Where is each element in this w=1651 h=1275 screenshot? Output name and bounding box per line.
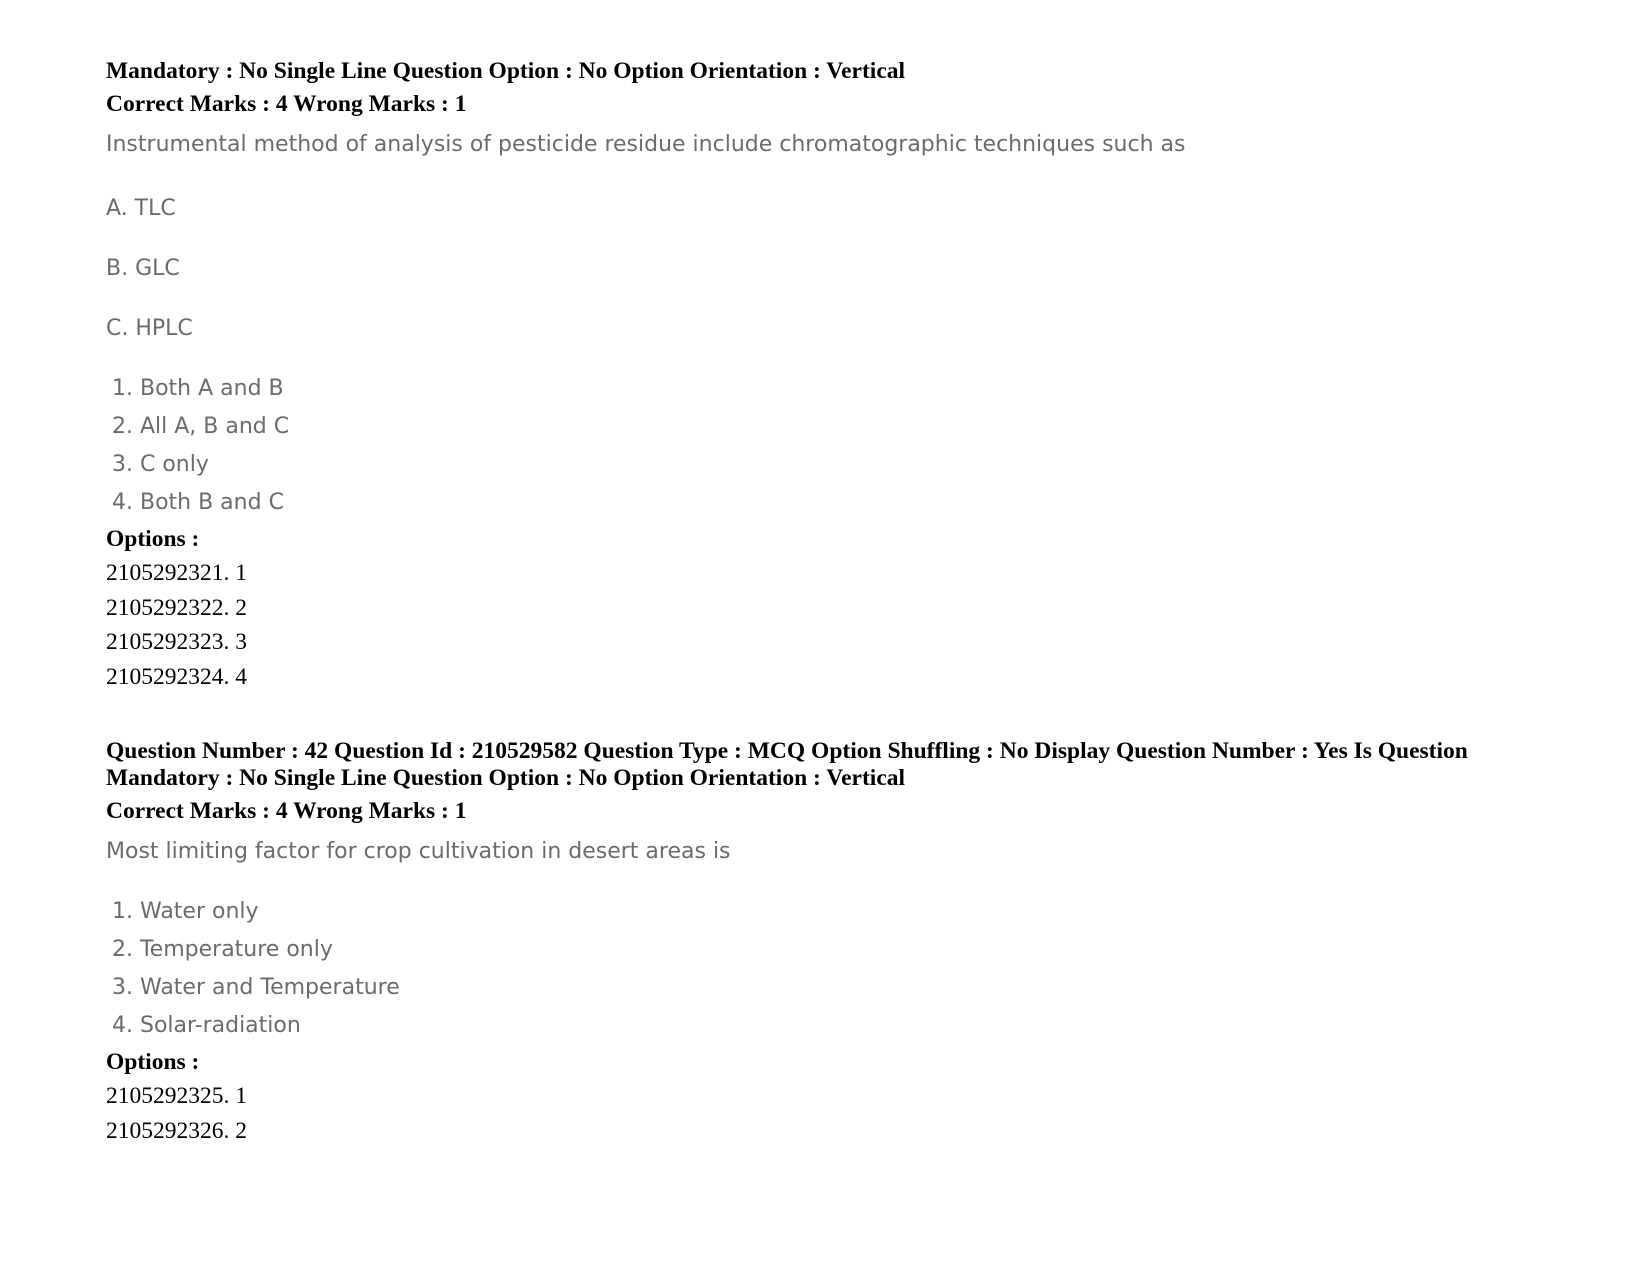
option-row: 2105292325. 1 [106,1083,247,1109]
options-label: Options : [106,526,200,552]
option-row: 2105292322. 2 [106,594,247,621]
marks-line: Correct Marks : 4 Wrong Marks : 1 [106,798,467,824]
question-meta [106,738,1606,792]
choice-item: 3. Water and Temperature [112,975,400,1000]
choice-item: 1. Water only [112,899,259,924]
meta-line: Question Number : 42 Question Id : 210529582 Question Type : MCQ Option Shuffling : No Display Question Number : Yes Is Question [106,738,1468,764]
document-page [106,58,1606,1148]
question-41 [106,58,1606,694]
choice-item: 2. Temperature only [112,937,333,962]
choice-item: 4. Both B and C [112,490,284,515]
choice-list [106,370,1606,522]
option-row: 2105292321. 1 [106,560,247,586]
option-row: 2105292326. 2 [106,1117,247,1144]
choice-list [106,893,1606,1045]
options-list [106,556,1606,694]
statement: A. TLC [106,196,176,221]
options-label: Options : [106,1049,200,1075]
option-row: 2105292324. 4 [106,663,247,690]
choice-item: 4. Solar-radiation [112,1013,301,1038]
choice-item: 2. All A, B and C [112,414,290,439]
statement: B. GLC [106,256,180,281]
meta-line: Mandatory : No Single Line Question Option : No Option Orientation : Vertical [106,58,906,84]
question-meta [106,58,1606,85]
option-row: 2105292323. 3 [106,629,247,655]
options-list [106,1079,1606,1148]
choice-item: 3. C only [112,452,209,477]
choice-item: 1. Both A and B [112,376,284,401]
meta-line: Mandatory : No Single Line Question Option : No Option Orientation : Vertical [106,765,906,791]
statement: C. HPLC [106,316,193,341]
question-42 [106,738,1606,1148]
marks-line: Correct Marks : 4 Wrong Marks : 1 [106,91,467,117]
question-text: Most limiting factor for crop cultivation in desert areas is [106,839,731,864]
question-text: Instrumental method of analysis of pesticide residue include chromatographic techniques such as [106,132,1186,157]
